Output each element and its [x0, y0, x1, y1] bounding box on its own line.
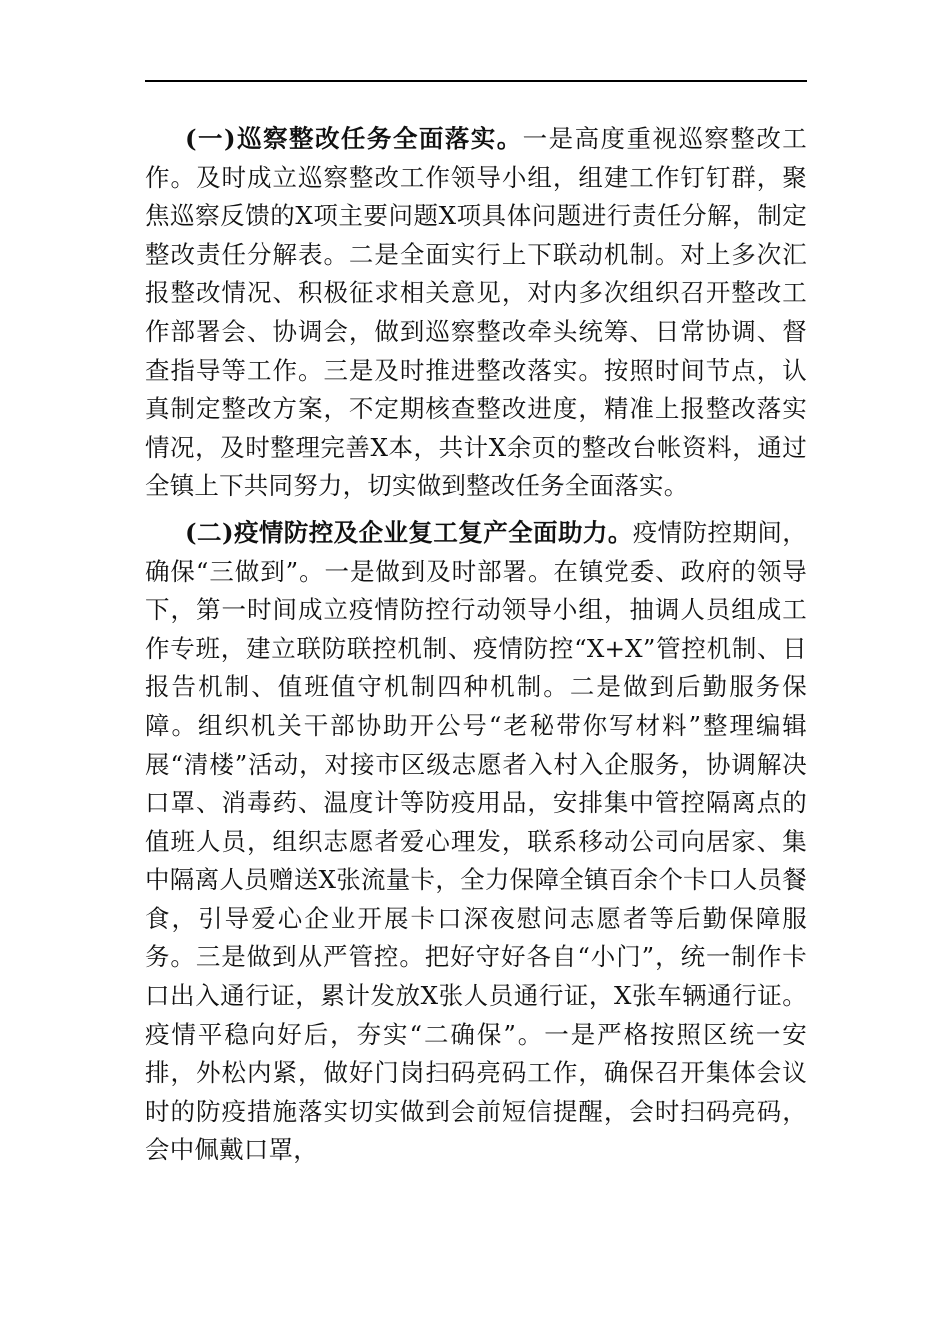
paragraph-inspection-rectification: [145, 120, 807, 506]
header-rule: [145, 80, 807, 82]
paragraph-text: 一是高度重视巡察整改工作。及时成立巡察整改工作领导小组，组建工作钉钉群，聚焦巡察反馈的X项主要问题X项具体问题进行责任分解，制定整改责任分解表。二是全面实行上下联动机制。对上多次汇报整改情况、积极征求相关意见，对内多次组织召开整改工作部署会、协调会，做到巡察整改牵头统筹、日常协调、督查指导等工作。三是及时推进整改落实。按照时间节点，认真制定整改方案，不定期核查整改进度，精准上报整改落实情况，及时整理完善X本，共计X余页的整改台帐资料，通过全镇上下共同努力，切实做到整改任务全面落实。: [145, 124, 808, 501]
paragraph-epidemic-control: [145, 514, 807, 1170]
paragraph-heading: (二)疫情防控及企业复工复产全面助力。: [185, 517, 633, 547]
paragraph-heading: (一)巡察整改任务全面落实。: [185, 124, 523, 153]
paragraph-text: 疫情防控期间，确保“三做到”。一是做到及时部署。在镇党委、政府的领导下，第一时间成立疫情防控行动领导小组，抽调人员组成工作专班，建立联防联控机制、疫情防控“X+X”管控机制、日报告机制、值班值守机制四种机制。二是做到后勤服务保障。组织机关干部协助开公号“老秘带你写材料”整理编辑展“清楼”活动，对接市区级志愿者入村入企服务，协调解决口罩、消毒药、温度计等防疫用品，安排集中管控隔离点的值班人员，组织志愿者爱心理发，联系移动公司向居家、集中隔离人员赠送X张流量卡，全力保障全镇百余个卡口人员餐食，引导爱心企业开展卡口深夜慰问志愿者等后勤保障服务。三是做到从严管控。把好守好各自“小门”，统一制作卡口出入通行证，累计发放X张人员通行证，X张车辆通行证。疫情平稳向好后，夯实“二确保”。一是严格按照区统一安排，外松内紧，做好门岗扫码亮码工作，确保召开集体会议时的防疫措施落实切实做到会前短信提醒，会时扫码亮码，会中佩戴口罩，: [145, 517, 807, 1165]
document-body: [145, 120, 807, 1178]
